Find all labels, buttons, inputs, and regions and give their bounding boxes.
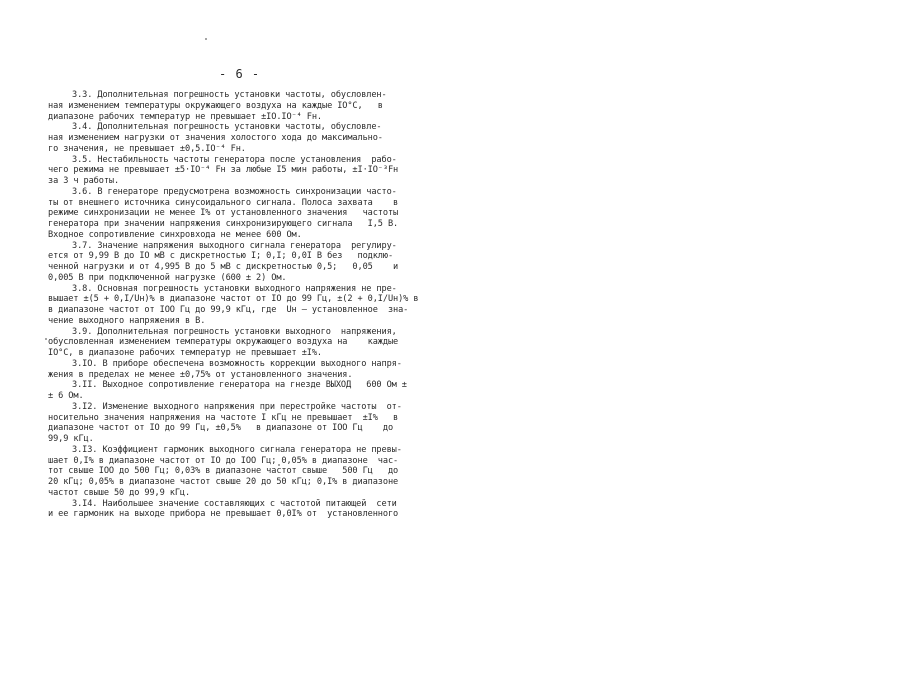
text-line: частот свыше 50 до 99,9 кГц. (48, 487, 191, 498)
text-line: 99,9 кГц. (48, 434, 94, 444)
text-line: режиме синхронизации не менее I% от установленного значения частоты (48, 208, 399, 219)
text-line: 3.3. Дополнительная погрешность установки частоты, обусловлен- (72, 90, 387, 100)
text-line: IO°C, в диапазоне рабочих температур не превышает ±I%. (48, 348, 322, 358)
text-line: 3.8. Основная погрешность установки выходного напряжения не пре- (72, 283, 397, 294)
text-line: 3.I4. Наибольшее значение составляющих с частотой питающей сети (72, 498, 397, 509)
text-line: ется от 9,99 В до IO мВ с дискретностью I; 0,I; 0,0I В без подклю- (48, 251, 394, 262)
text-line: 3.IO. В приборе обеспечена возможность коррекции выходного напря- (72, 358, 402, 369)
text-line: в диапазоне частот от IOO Гц до 99,9 кГц, где Uн – установленное зна- (48, 305, 409, 315)
text-line: 3.I3. Коэффициент гармоник выходного сигнала генератора не превы- (72, 444, 402, 455)
text-line: чение выходного напряжения в В. (48, 315, 206, 326)
text-line: обусловленная изменением температуры окружающего воздуха на каждые (48, 337, 399, 348)
text-line: тот свыше IOO до 500 Гц; 0,03% в диапазоне частот свыше 500 Гц до (48, 466, 399, 477)
text-line: жения в пределах не менее ±0,75% от установленного значения. (48, 369, 353, 380)
text-line: 3.9. Дополнительная погрешность установки выходного напряжения, (72, 326, 397, 337)
text-line: вышает ±(5 + 0,I/Uн)% в диапазоне частот от IO до 99 Гц, ±(2 + 0,I/Uн)% в (48, 294, 419, 305)
text-line: 20 кГц; 0,05% в диапазоне частот свыше 20 до 50 кГц; 0,I% в диапазоне (48, 477, 399, 487)
text-line: 3.6. В генераторе предусмотрена возможность синхронизации часто- (72, 186, 397, 197)
scan-speck (45, 338, 47, 340)
text-line: го значения, не превышает ±0,5.IO⁻⁴ Fн. (48, 143, 246, 154)
text-line: диапазоне рабочих температур не превышает ±IO.IO⁻⁴ Fн. (48, 111, 322, 122)
text-line: 3.II. Выходное сопротивление генератора на гнезде ВЫХОД 600 Ом ± (72, 380, 407, 391)
text-line: диапазоне частот от IO до 99 Гц, ±0,5% в диапазоне от IOO Гц до (48, 423, 394, 434)
text-line: 3.5. Нестабильность частоты генератора после установления рабо- (72, 154, 397, 165)
text-line: 0,005 В при подключенной нагрузке (600 ± 2) Ом. (48, 272, 287, 283)
text-line: ная изменением нагрузки от значения холостого хода до максимально- (48, 133, 383, 143)
text-line: генератора при значении напряжения синхронизирующего сигнала I,5 В. (48, 219, 399, 229)
scan-speck (205, 38, 207, 40)
text-line: ченной нагрузки и от 4,995 В до 5 мВ с дискретностью 0,5; 0,05 и (48, 262, 399, 272)
text-line: за 3 ч работы. (48, 176, 120, 186)
text-line: носительно значения напряжения на частоте I кГц не превышает ±I% в (48, 412, 399, 423)
text-line: ная изменением температуры окружающего воздуха на каждые IO°C, в (48, 100, 383, 111)
text-line: чего режима не превышает ±5·IO⁻⁴ Fн за любые I5 мин работы, ±I·IO⁻³Fн (48, 165, 399, 176)
text-line: 3.I2. Изменение выходного напряжения при перестройке частоты от- (72, 401, 402, 412)
text-line: 3.4. Дополнительная погрешность установки частоты, обусловле- (72, 122, 382, 133)
text-line: 3.7. Значение напряжения выходного сигнала генератора регулиру- (72, 240, 397, 251)
text-line: Входное сопротивление синхровхода не менее 600 Ом. (48, 229, 302, 240)
text-line: ± 6 Ом. (48, 391, 84, 401)
page-number: - 6 - (219, 67, 261, 81)
text-line: ты от внешнего источника синусоидального сигнала. Полоса захвата в (48, 197, 399, 208)
text-line: шает 0,I% в диапазоне частот от IO до IOO Гц; 0,05% в диапазоне час- (48, 455, 399, 466)
text-line: и ее гармоник на выходе прибора не превышает 0,0I% от установленного (48, 509, 399, 520)
document-body (48, 90, 419, 520)
